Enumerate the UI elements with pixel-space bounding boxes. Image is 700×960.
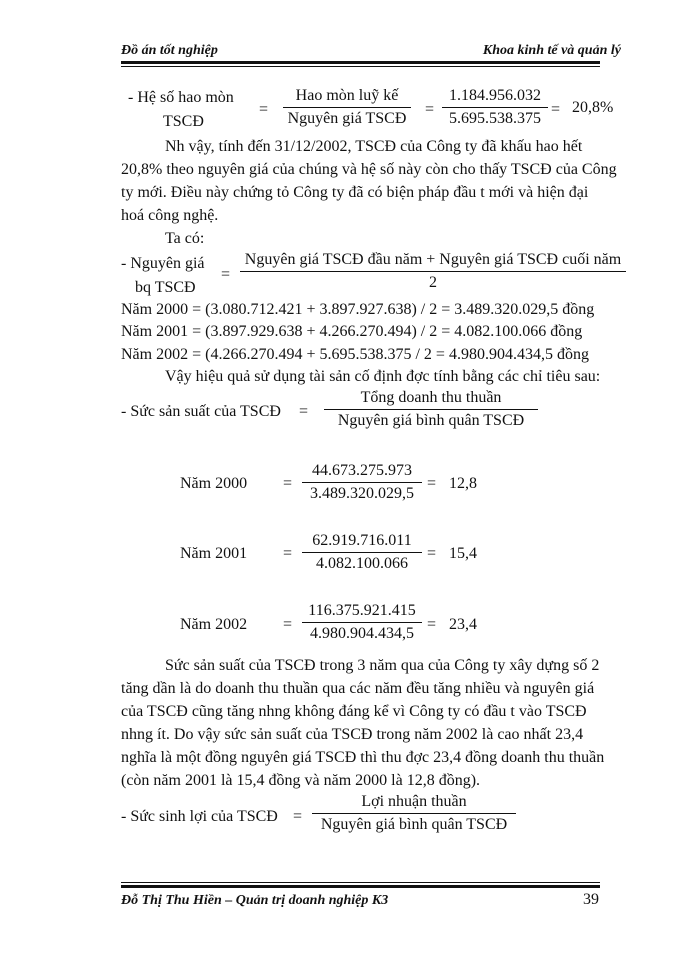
paragraph-line: của TSCĐ cũng tăng nhng không đáng kể vì Công ty có đầu t vào TSCĐ [121,703,587,720]
fraction-numerator: 44.673.275.973 [312,462,412,479]
fraction-numerator: 62.919.716.011 [312,532,412,549]
header-right: Khoa kinh tế và quản lý [482,43,621,58]
fraction-numerator: Nguyên giá TSCĐ đầu năm + Nguyên giá TSCĐ cuối năm [244,251,622,268]
wear-ratio-eq3: = [551,101,561,118]
productivity-2000-eq: = [283,475,293,492]
paragraph-line: Nh vậy, tính đến 31/12/2002, TSCĐ của Công ty đã khấu hao hết [165,138,583,155]
paragraph-line: (còn năm 2001 là 15,4 đồng và năm 2000 là 12,8 đồng). [121,772,481,789]
profitability-label: - Sức sinh lợi của TSCĐ [121,808,278,825]
profitability-eq: = [293,808,303,825]
productivity-2002-result: 23,4 [449,616,477,633]
paragraph-line: Sức sản suất của TSCĐ trong 3 năm qua của Công ty xây dựng số 2 [165,657,600,674]
paragraph-line: 20,8% theo nguyên giá của chúng và hệ số này còn cho thấy TSCĐ của Công [121,161,617,178]
fraction-numerator: 1.184.956.032 [449,87,541,104]
fraction-numerator: 116.375.921.415 [308,602,416,619]
avg-cost-label-1: - Nguyên giá [121,255,205,272]
year-calc-2000: Năm 2000 = (3.080.712.421 + 3.897.927.638) / 2 = 3.489.320.029,5 đồng [121,301,595,318]
productivity-2001-eq2: = [427,545,437,562]
productivity-label: - Sức sản suất của TSCĐ [121,403,281,420]
header-rule [121,61,600,64]
productivity-fraction [324,389,538,430]
profitability-fraction [312,793,516,834]
productivity-2001-label: Năm 2001 [180,545,248,562]
paragraph-line: ty mới. Điều này chứng tỏ Công ty đã có biện pháp đầu t mới và hiện đại [121,184,589,201]
header-left: Đồ án tốt nghiệp [121,43,218,58]
avg-cost-fraction [240,251,626,292]
wear-ratio-label-1: - Hệ số hao mòn [128,89,234,106]
fraction-denominator: 4.980.904.434,5 [310,625,414,643]
fraction-numerator: Lợi nhuận thuần [361,793,467,810]
wear-ratio-result: 20,8% [572,99,614,116]
productivity-2002-label: Năm 2002 [180,616,248,633]
wear-ratio-fraction-1 [283,87,411,128]
fraction-denominator: 3.489.320.029,5 [310,485,414,503]
intro-line: Vậy hiệu quả sử dụng tài sản cố định đợc tính bằng các chỉ tiêu sau: [165,368,601,385]
year-calc-2001: Năm 2001 = (3.897.929.638 + 4.266.270.494) / 2 = 4.082.100.066 đồng [121,323,583,340]
productivity-2000-result: 12,8 [449,475,477,492]
fraction-denominator: 4.082.100.066 [316,555,408,573]
avg-cost-label-2: bq TSCĐ [135,279,196,296]
paragraph-1 [121,135,621,227]
wear-ratio-eq2: = [425,101,435,118]
productivity-2001-result: 15,4 [449,545,477,562]
productivity-2000-label: Năm 2000 [180,475,248,492]
wear-ratio-label-2: TSCĐ [163,113,204,130]
fraction-denominator: Nguyên giá TSCĐ [287,110,407,128]
avg-cost-eq: = [221,266,231,283]
footer-rule [121,885,600,888]
fraction-numerator: Hao mòn luỹ kế [295,87,399,104]
productivity-2000-fraction [302,462,422,503]
paragraph-line: nhng ít. Do vậy sức sản suất của TSCĐ trong năm 2002 là cao nhất 23,4 [121,726,584,743]
paragraph-line: tăng dần là do doanh thu thuần qua các năm đều tăng nhiều và nguyên giá [121,680,595,697]
header-rule-thin [121,66,600,67]
productivity-eq: = [299,403,309,420]
productivity-2002-eq: = [283,616,293,633]
paragraph-line: hoá công nghệ. [121,207,219,224]
productivity-2002-eq2: = [427,616,437,633]
productivity-2001-eq: = [283,545,293,562]
wear-ratio-fraction-2 [442,87,548,128]
productivity-2001-fraction [302,532,422,573]
fraction-denominator: 5.695.538.375 [449,110,541,128]
paragraph-line: nghĩa là một đồng nguyên giá TSCĐ thì thu đợc 23,4 đồng doanh thu thuần [121,749,605,766]
footer-rule-thin [121,882,600,883]
year-calc-2002: Năm 2002 = (4.266.270.494 + 5.695.538.375 / 2 = 4.980.904.434,5 đồng [121,346,589,363]
fraction-denominator: Nguyên giá bình quân TSCĐ [337,412,525,430]
wear-ratio-eq1: = [259,101,269,118]
productivity-2002-fraction [302,602,422,643]
fraction-denominator: 2 [429,274,437,292]
ta-co-label: Ta có: [165,230,205,247]
paragraph-2 [121,654,621,792]
fraction-numerator: Tổng doanh thu thuần [360,389,502,406]
page-number: 39 [583,891,599,908]
fraction-denominator: Nguyên giá bình quân TSCĐ [320,816,508,834]
footer-author: Đỗ Thị Thu Hiền – Quản trị doanh nghiệp K3 [121,893,389,908]
productivity-2000-eq2: = [427,475,437,492]
